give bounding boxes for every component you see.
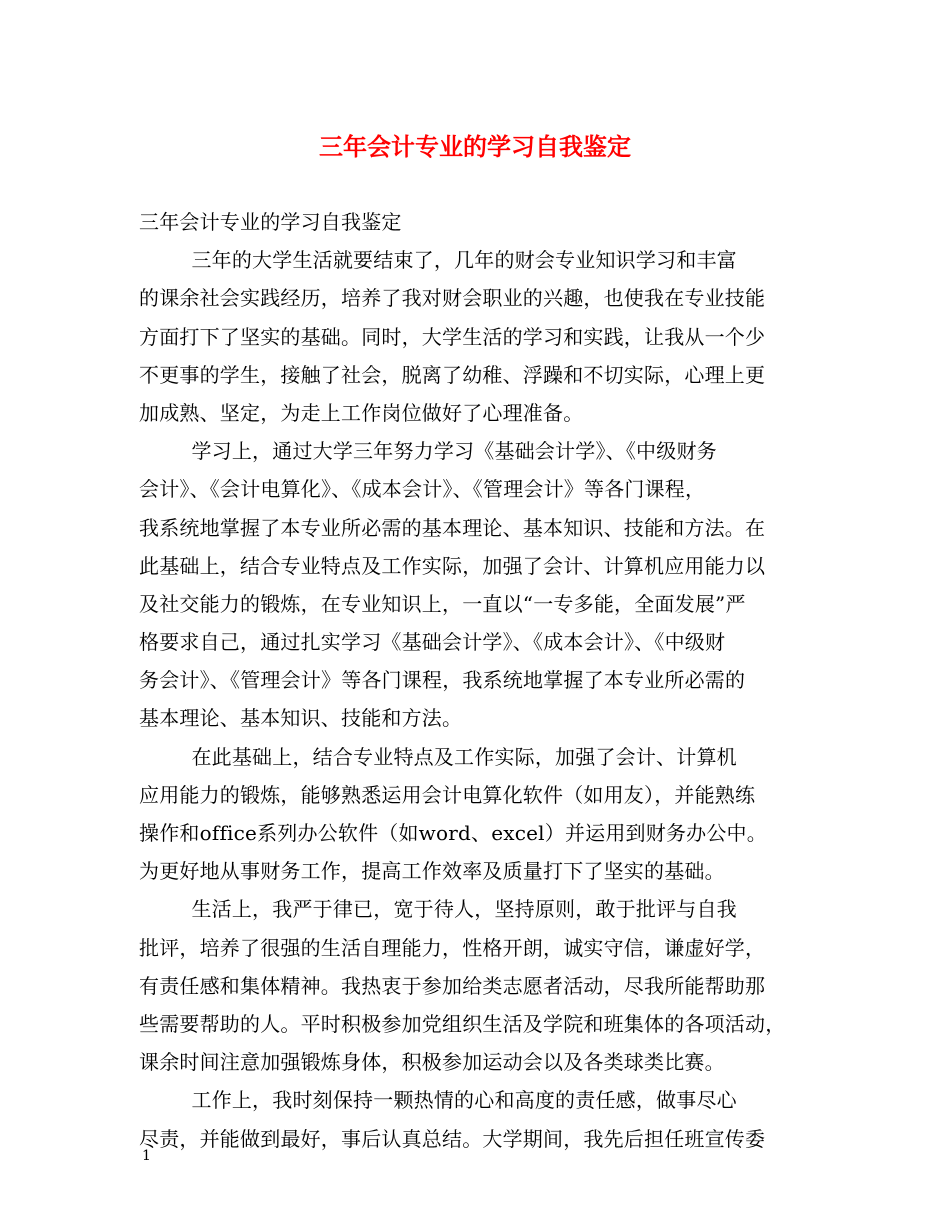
document-body xyxy=(139,203,813,1158)
body-line: 批评，培养了很强的生活自理能力，性格开朗，诚实守信，谦虚好学， xyxy=(139,935,766,960)
document-title: 三年会计专业的学习自我鉴定 xyxy=(319,133,631,161)
body-line: 生活上，我严于律已，宽于待人，坚持原则，敢于批评与自我 xyxy=(139,897,737,922)
body-line: 工作上，我时刻保持一颗热情的心和高度的责任感，做事尽心 xyxy=(139,1088,737,1113)
body-line: 不更事的学生，接触了社会，脱离了幼稚、浮躁和不切实际，心理上更 xyxy=(139,362,766,387)
body-line: 尽责，并能做到最好，事后认真总结。大学期间，我先后担任班宣传委 xyxy=(139,1126,766,1151)
body-line: 及社交能力的锻炼，在专业知识上，一直以“一专多能，全面发展”严 xyxy=(139,591,746,616)
body-line: 学习上，通过大学三年努力学习《基础会计学》、《中级财务 xyxy=(139,439,717,464)
body-line: 些需要帮助的人。平时积极参加党组织生活及学院和班集体的各项活动， xyxy=(139,1011,786,1036)
body-line: 格要求自己，通过扎实学习《基础会计学》、《成本会计》、《中级财 xyxy=(139,630,726,655)
body-line: 的课余社会实践经历，培养了我对财会职业的兴趣，也使我在专业技能 xyxy=(139,286,766,311)
page-number: 1 xyxy=(142,1148,151,1164)
body-line: 课余时间注意加强锻炼身体，积极参加运动会以及各类球类比赛。 xyxy=(139,1050,725,1075)
body-line: 方面打下了坚实的基础。同时，大学生活的学习和实践，让我从一个少 xyxy=(139,324,766,349)
body-line: 有责任感和集体精神。我热衷于参加给类志愿者活动，尽我所能帮助那 xyxy=(139,973,766,998)
body-line: 三年的大学生活就要结束了，几年的财会专业知识学习和丰富 xyxy=(139,248,737,273)
body-line: 基本理论、基本知识、技能和方法。 xyxy=(139,706,463,731)
body-line: 我系统地掌握了本专业所必需的基本理论、基本知识、技能和方法。在 xyxy=(139,515,766,540)
body-line: 应用能力的锻炼，能够熟悉运用会计电算化软件（如用友），并能熟练 xyxy=(139,782,756,807)
body-line: 为更好地从事财务工作，提高工作效率及质量打下了坚实的基础。 xyxy=(139,859,725,884)
body-line: 操作和office系列办公软件（如word、excel）并运用到财务办公中。 xyxy=(139,821,767,845)
body-line: 三年会计专业的学习自我鉴定 xyxy=(139,210,402,234)
body-line: 会计》、《会计电算化》、《成本会计》、《管理会计》等各门课程， xyxy=(139,477,706,502)
body-line: 此基础上，结合专业特点及工作实际，加强了会计、计算机应用能力以 xyxy=(139,553,766,578)
body-line: 加成熟、坚定，为走上工作岗位做好了心理准备。 xyxy=(139,400,584,425)
body-line: 务会计》、《管理会计》等各门课程，我系统地掌握了本专业所必需的 xyxy=(139,668,746,693)
body-line: 在此基础上，结合专业特点及工作实际，加强了会计、计算机 xyxy=(139,744,737,769)
